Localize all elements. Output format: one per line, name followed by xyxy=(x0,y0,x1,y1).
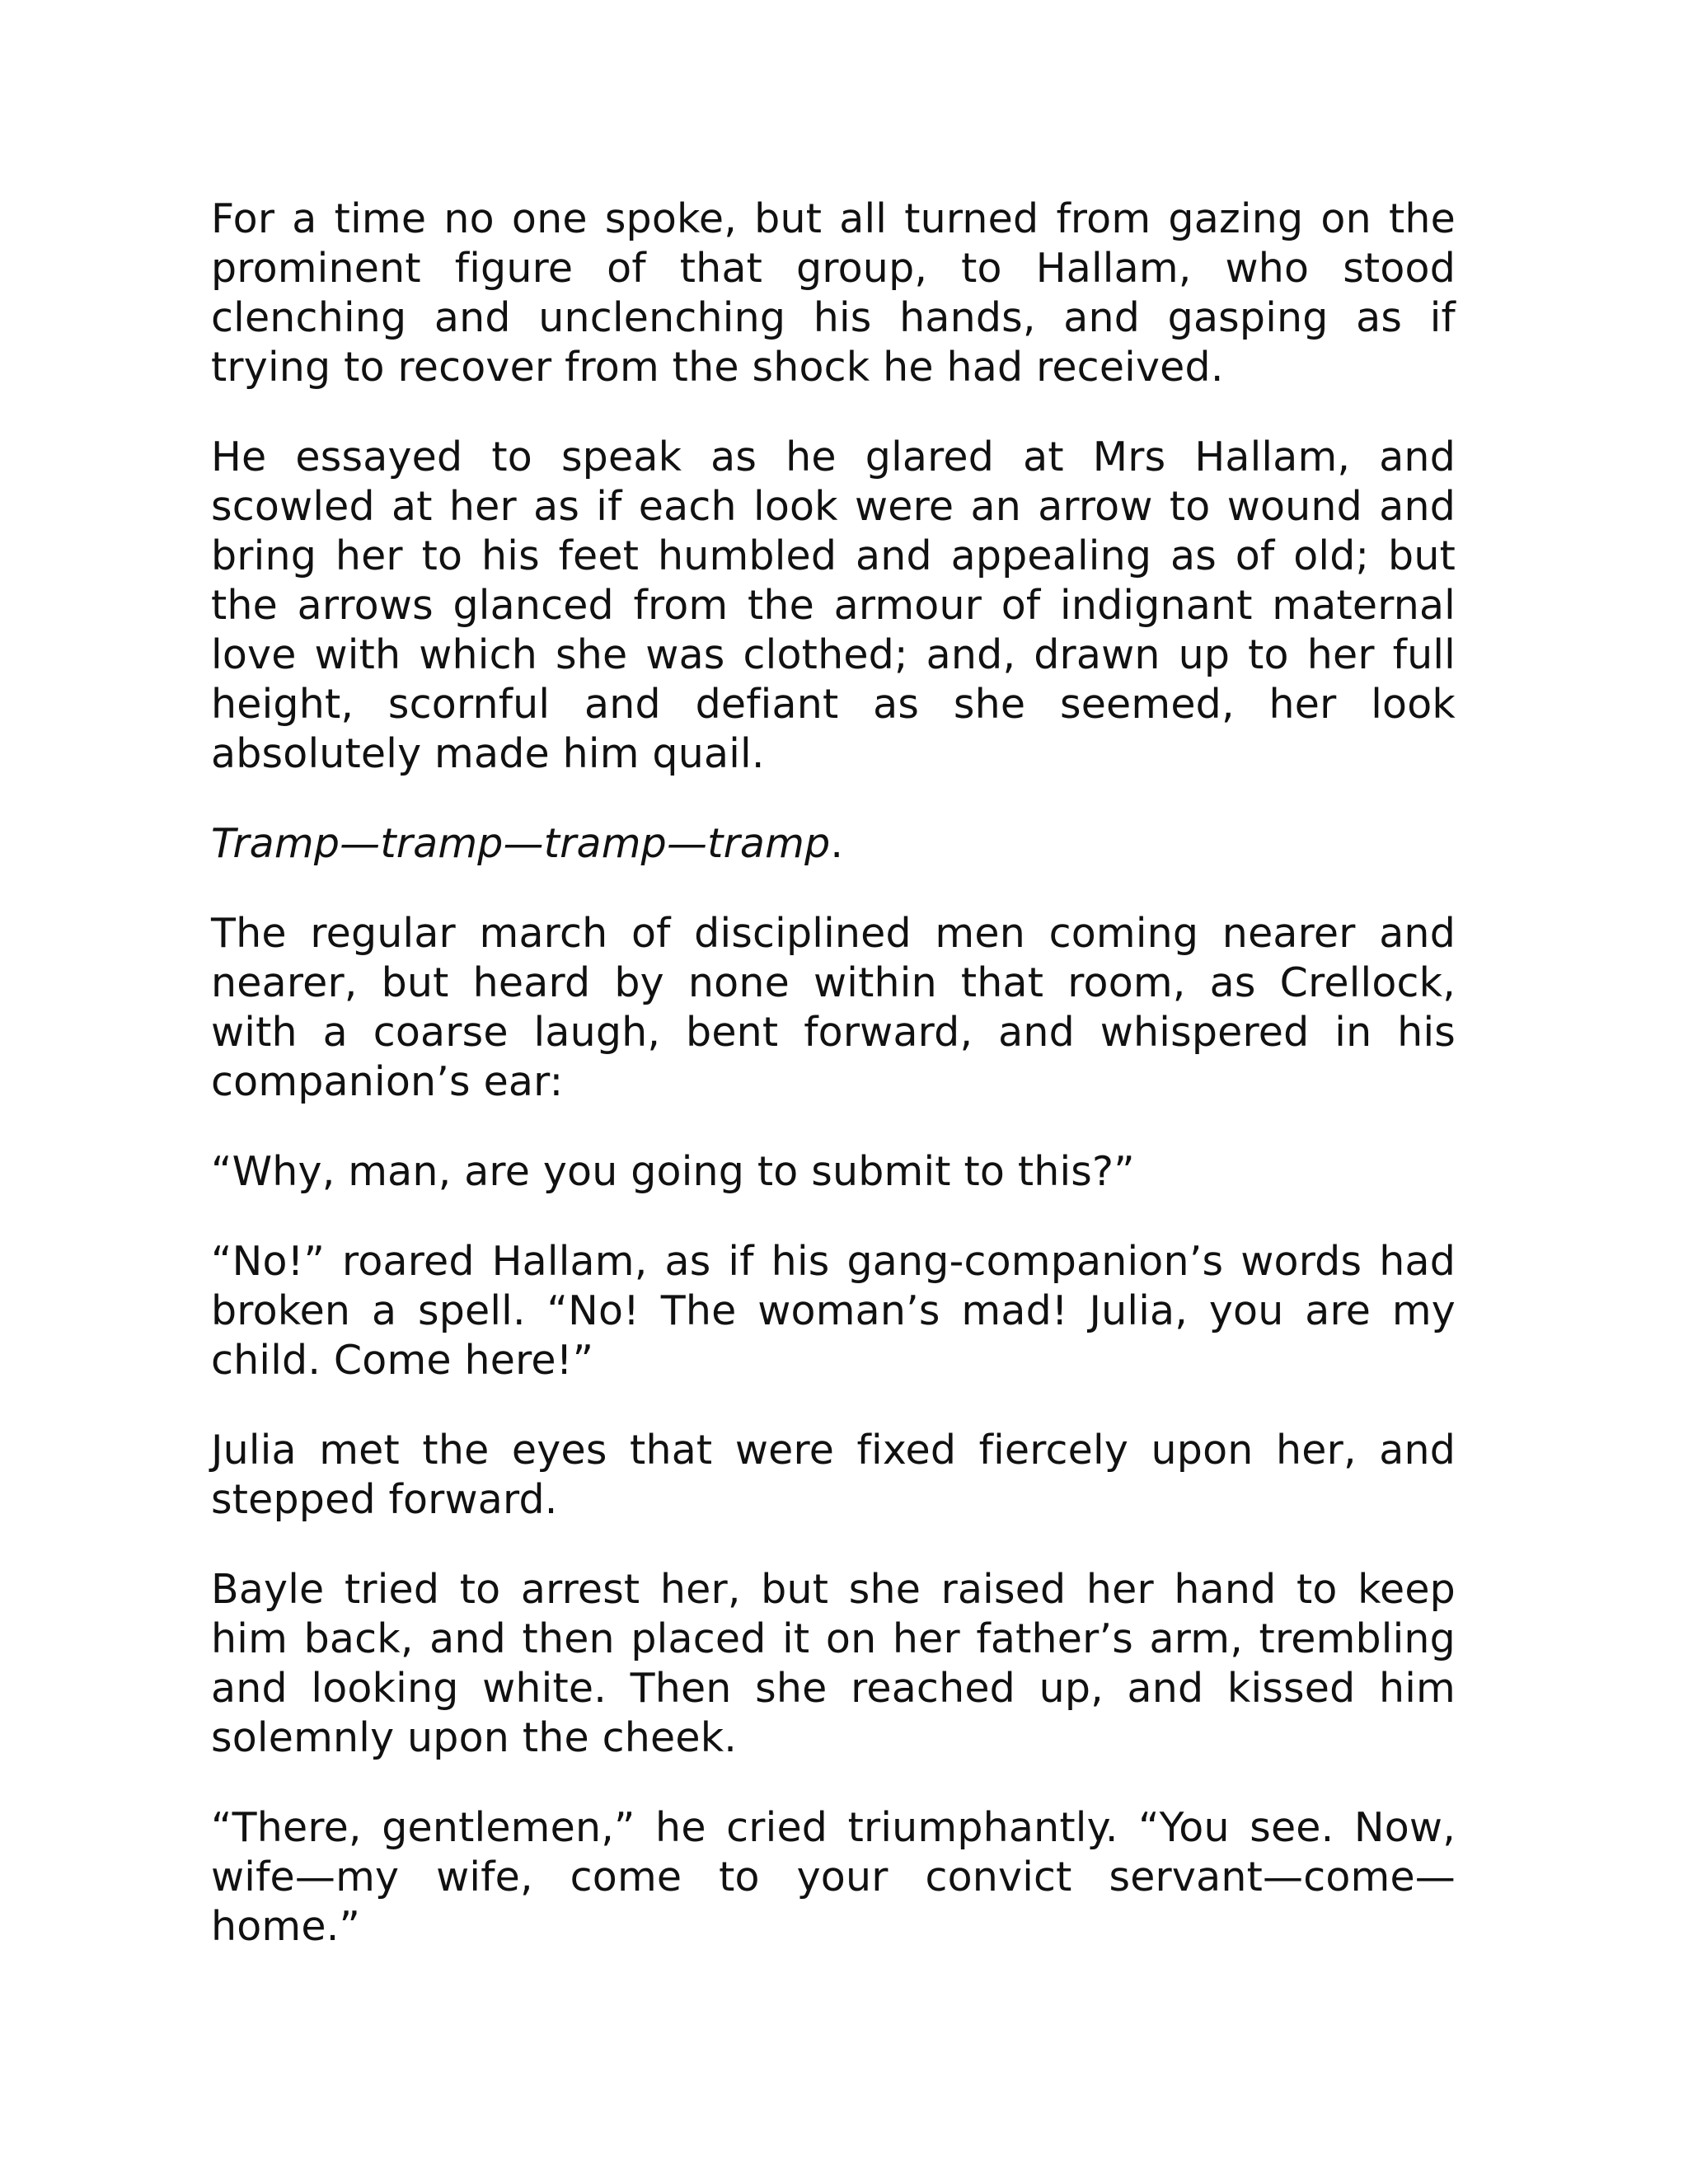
italic-tramp-line xyxy=(211,819,1456,869)
paragraph-4: “Why, man, are you going to submit to this?” xyxy=(211,1148,1135,1195)
paragraph-8: “There, gentlemen,” he cried triumphantly. “You see. Now, wife—my wife, come to your convict servant—come—home.” xyxy=(211,1804,1456,1950)
paragraph-6: Julia met the eyes that were fixed fiercely upon her, and stepped forward. xyxy=(211,1427,1456,1523)
tramp-period: . xyxy=(830,820,844,867)
paragraph-1: For a time no one spoke, but all turned from gazing on the prominent figure of that group, to Hallam, who stood clenching and unclenching his hands, and gasping as if trying to recover from the shock he had received. xyxy=(211,195,1456,391)
paragraph-7: Bayle tried to arrest her, but she raised her hand to keep him back, and then placed it on her father’s arm, trembling and looking white. Then she reached up, and kissed him solemnly upon the cheek. xyxy=(211,1566,1456,1761)
paragraph-3: The regular march of disciplined men coming nearer and nearer, but heard by none within that room, as Crellock, with a coarse laugh, bent forward, and whispered in his companion’s ear: xyxy=(211,910,1456,1105)
paragraph-2: He essayed to speak as he glared at Mrs Hallam, and scowled at her as if each look were an arrow to wound and bring her to his feet humbled and appealing as of old; but the arrows glanced from the armour of indignant maternal love with which she was clothed; and, drawn up to her full height, scornful and defiant as she seemed, her look absolutely made him quail. xyxy=(211,434,1456,777)
tramp-italic-text: Tramp—tramp—tramp—tramp xyxy=(211,820,831,867)
book-page xyxy=(211,194,1456,1952)
paragraph-5: “No!” roared Hallam, as if his gang-companion’s words had broken a spell. “No! The woman’s mad! Julia, you are my child. Come here!” xyxy=(211,1238,1456,1384)
